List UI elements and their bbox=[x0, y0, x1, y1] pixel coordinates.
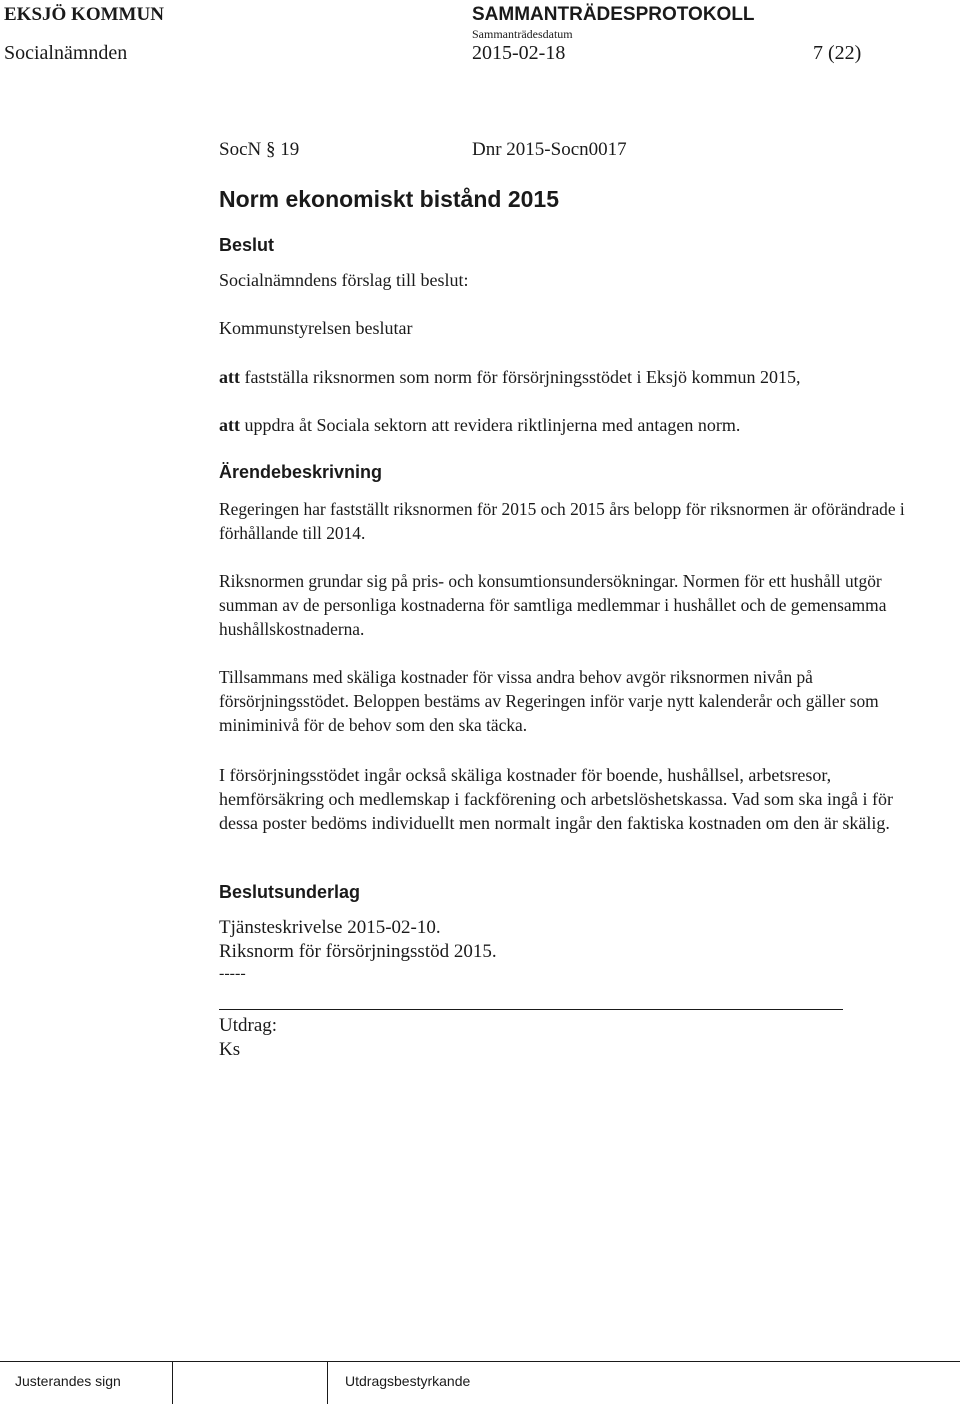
meeting-date: 2015-02-18 bbox=[472, 42, 566, 64]
decision-item bbox=[219, 415, 740, 436]
description-heading: Ärendebeskrivning bbox=[219, 462, 383, 482]
basis-item: Tjänsteskrivelse 2015-02-10. bbox=[219, 917, 441, 938]
basis-heading: Beslutsunderlag bbox=[219, 882, 361, 902]
decision-item bbox=[219, 367, 800, 388]
footer-separator bbox=[172, 1361, 173, 1404]
decision-item-lead: att bbox=[219, 367, 240, 387]
description-paragraph: Riksnormen grundar sig på pris- och konsumtionsundersökningar. Normen för ett hushåll utgör summan av de personliga kostnaderna för samtliga medlemmar i hushållet och de gemensamma hushållskostnaderna. bbox=[219, 571, 887, 639]
footer-separator bbox=[327, 1361, 328, 1404]
case-title: Norm ekonomiskt bistånd 2015 bbox=[219, 186, 559, 212]
footer-border bbox=[0, 1361, 960, 1362]
basis-separator: ----- bbox=[219, 965, 246, 982]
paragraph-number: SocN § 19 bbox=[219, 139, 300, 160]
protocol-title: SAMMANTRÄDESPROTOKOLL bbox=[472, 4, 755, 25]
decision-item-text: uppdra åt Sociala sektorn att revidera riktlinjerna med antagen norm. bbox=[240, 415, 741, 435]
description-paragraph: Regeringen har fastställt riksnormen för 2015 och 2015 års belopp för riksnormen är oförändrade i förhållande till 2014. bbox=[219, 499, 905, 543]
extract-recipient: Ks bbox=[219, 1039, 241, 1060]
extract-label: Utdrag: bbox=[219, 1015, 278, 1036]
decider: Kommunstyrelsen beslutar bbox=[219, 318, 413, 338]
decision-item-text: fastställa riksnormen som norm för försörjningsstödet i Eksjö kommun 2015, bbox=[240, 367, 801, 387]
diary-number: Dnr 2015-Socn0017 bbox=[472, 139, 627, 160]
board-name: Socialnämnden bbox=[4, 42, 128, 64]
proposal-label: Socialnämndens förslag till beslut: bbox=[219, 270, 469, 290]
date-label: Sammanträdesdatum bbox=[472, 27, 573, 41]
decision-heading: Beslut bbox=[219, 235, 275, 255]
signature-label: Justerandes sign bbox=[15, 1373, 121, 1389]
description-paragraph: I försörjningsstödet ingår också skäliga kostnader för boende, hushållsel, arbetsresor, hemförsäkring och medlemskap i fackförening och arbetslöshetskassa. Vad som ska ingå i för dessa poster bedöms individuellt men normalt ingår den faktiska kostnaden om den är skälig. bbox=[219, 765, 893, 833]
description-paragraph: Tillsammans med skäliga kostnader för vissa andra behov avgör riksnormen nivån på försörjningsstödet. Beloppen bestäms av Regeringen inför varje nytt kalenderår och gäller som miniminivå för de behov som den ska täcka. bbox=[219, 667, 879, 735]
certification-label: Utdragsbestyrkande bbox=[345, 1373, 471, 1389]
decision-item-lead: att bbox=[219, 415, 240, 435]
divider-line bbox=[219, 1009, 843, 1010]
page-number: 7 (22) bbox=[813, 42, 862, 64]
basis-item: Riksnorm för försörjningsstöd 2015. bbox=[219, 941, 497, 962]
organization-name: EKSJÖ KOMMUN bbox=[4, 4, 164, 25]
